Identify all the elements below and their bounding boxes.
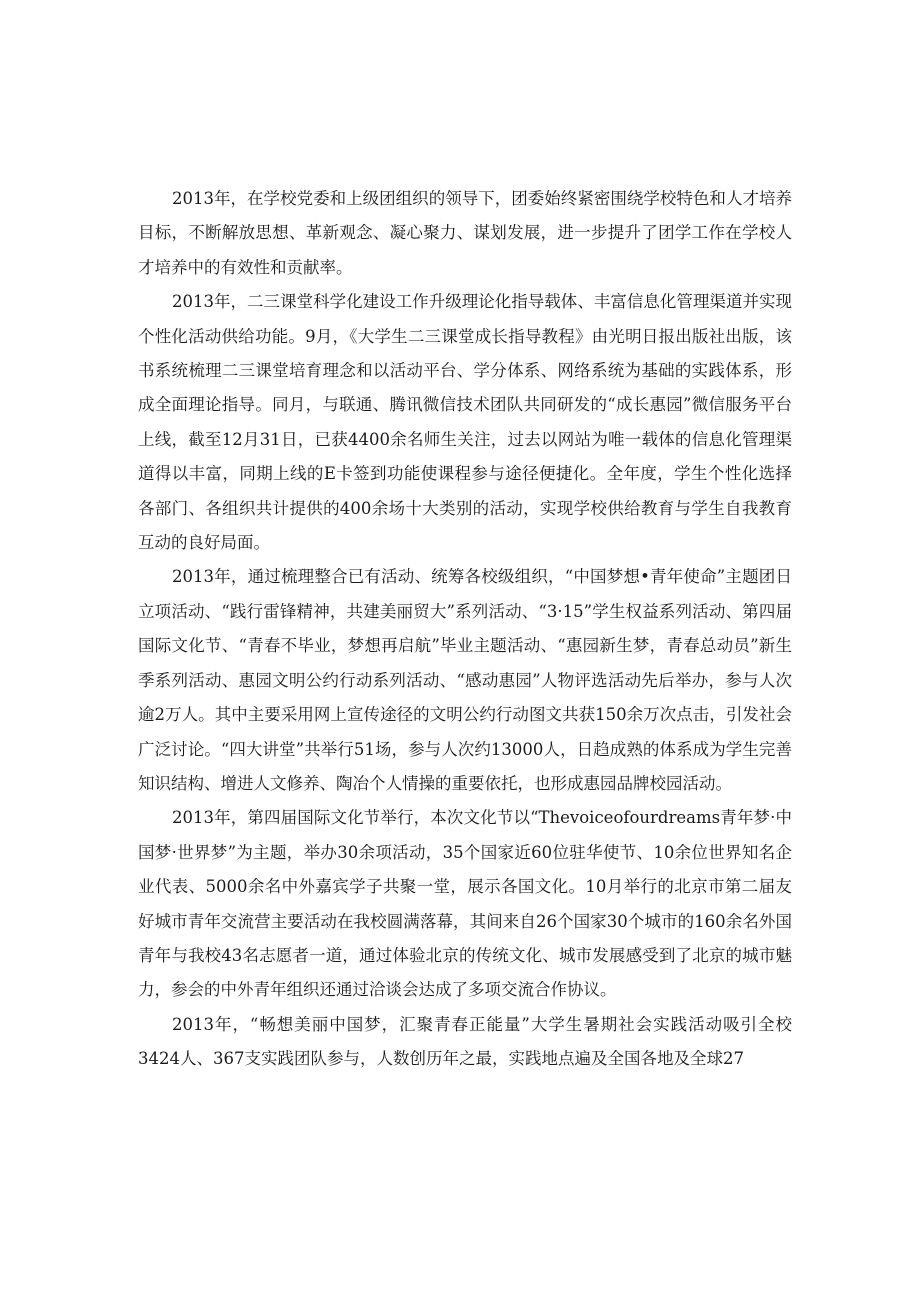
document-body (138, 182, 792, 1077)
paragraph: 2013年，“畅想美丽中国梦，汇聚青春正能量”大学生暑期社会实践活动吸引全校3424人、367支实践团队参与，人数创历年之最，实践地点遍及全国各地及全球27 (138, 1014, 792, 1069)
paragraph: 2013年，第四届国际文化节举行，本次文化节以“Thevoiceofourdreams青年梦·中国梦·世界梦”为主题，举办30余项活动，35个国家近60位驻华使节、10余位世界知名企业代表、5000余名中外嘉宾学子共聚一堂，展示各国文化。10月举行的北京市第二届友好城市青年交流营主要活动在我校圆满落幕，其间来自26个国家30个城市的160余名外国青年与我校43名志愿者一道，通过体验北京的传统文化、城市发展感受到了北京的城市魅力，参会的中外青年组织还通过洽谈会达成了多项交流合作协议。 (138, 808, 792, 1000)
paragraph: 2013年，二三课堂科学化建设工作升级理论化指导载体、丰富信息化管理渠道并实现个性化活动供给功能。9月，《大学生二三课堂成长指导教程》由光明日报出版社出版，该书系统梳理二三课堂培育理念和以活动平台、学分体系、网络系统为基础的实践体系，形成全面理论指导。同月，与联通、腾讯微信技术团队共同研发的“成长惠园”微信服务平台上线，截至12月31日，已获4400余名师生关注，过去以网站为唯一载体的信息化管理渠道得以丰富，同期上线的E卡签到功能使课程参与途径便捷化。全年度，学生个性化选择各部门、各组织共计提供的400余场十大类别的活动，实现学校供给教育与学生自我教育互动的良好局面。 (138, 292, 792, 553)
paragraph: 2013年，在学校党委和上级团组织的领导下，团委始终紧密围绕学校特色和人才培养目标，不断解放思想、革新观念、凝心聚力、谋划发展，进一步提升了团学工作在学校人才培养中的有效性和贡献率。 (138, 189, 792, 277)
paragraph: 2013年，通过梳理整合已有活动、统筹各校级组织，“中国梦想•青年使命”主题团日立项活动、“践行雷锋精神，共建美丽贸大”系列活动、“3·15”学生权益系列活动、第四届国际文化节、“青春不毕业，梦想再启航”毕业主题活动、“惠园新生梦，青春总动员”新生季系列活动、惠园文明公约行动系列活动、“感动惠园”人物评选活动先后举办，参与人次逾2万人。其中主要采用网上宣传途径的文明公约行动图文共获150余万次点击，引发社会广泛讨论。“四大讲堂”共举行51场，参与人次约13000人，日趋成熟的体系成为学生完善知识结构、增进人文修养、陶冶个人情操的重要依托，也形成惠园品牌校园活动。 (138, 567, 792, 793)
